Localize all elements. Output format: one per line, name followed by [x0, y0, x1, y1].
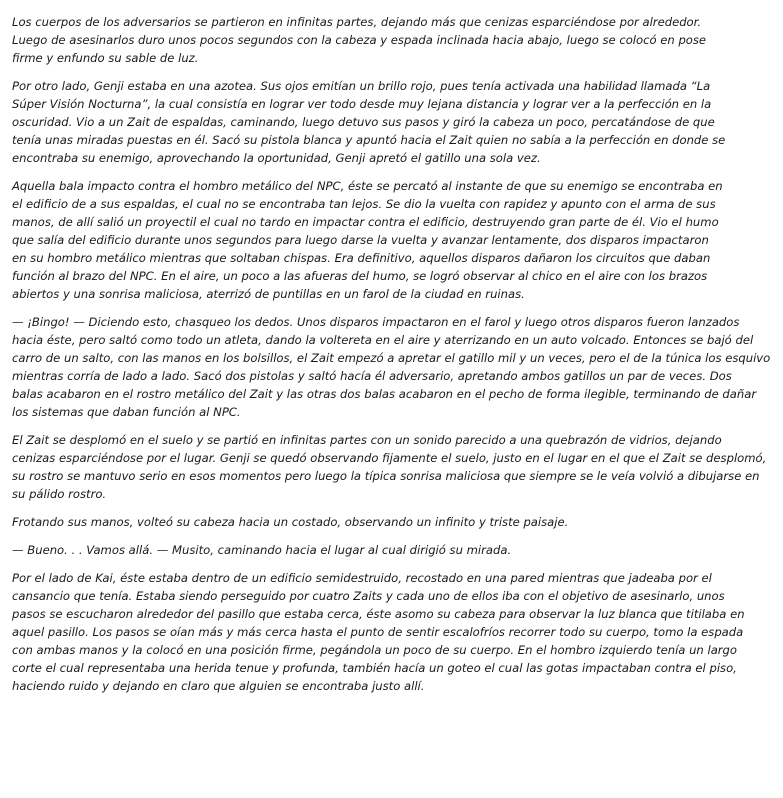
paragraph: Frotando sus manos, volteó su cabeza hacia un costado, observando un infinito y triste paisaje.	[12, 515, 569, 529]
paragraph: — Bueno. . . Vamos allá. — Musito, caminando hacia el lugar al cual dirigió su mirada.	[12, 543, 512, 557]
paragraph: — ¡Bingo! — Diciendo esto, chasqueo los dedos. Unos disparos impactaron en el farol y luego otros disparos fueron lanzados hacia éste, pero saltó como todo un atleta, dando la voltereta en el aire y aterrizando en un auto volcado. Entonces se bajó del carro de un salto, con las manos en los bolsillos, el Zait empezó a apretar el gatillo mil y un veces, pero el de la túnica los esquivo mientras corría de lado a lado. Sacó dos pistolas y saltó hacía él adversario, apretando ambos gatillos un par de veces. Dos balas acabaron en el rostro metálico del Zait y las otras dos balas acabaron en el pecho de forma ilegible, terminando de dañar los sistemas que daban función al NPC.	[12, 315, 771, 419]
document-page	[12, 13, 782, 705]
paragraph: Por otro lado, Genji estaba en una azotea. Sus ojos emitían un brillo rojo, pues tenía activada una habilidad llamada “La Súper Visión Nocturna”, la cual consistía en lograr ver todo desde muy lejana distancia y lograr ver a la perfección en la oscuridad. Vio a un Zait de espaldas, caminando, luego detuvo sus pasos y giró la cabeza un poco, percatándose de que tenía unas miradas puestas en él. Sacó su pistola blanca y apuntó hacia el Zait quien no sabía a la perfección en donde se encontraba su enemigo, aprovechando la oportunidad, Genji apretó el gatillo una sola vez.	[12, 79, 726, 165]
paragraph: El Zait se desplomó en el suelo y se partió en infinitas partes con un sonido parecido a una quebrazón de vidrios, dejando cenizas esparciéndose por el lugar. Genji se quedó observando fijamente el suelo, justo en el lugar en el que el Zait se desplomó, su rostro se mantuvo serio en esos momentos pero luego la típica sonrisa maliciosa que siempre se le veía volvió a dibujarse en su pálido rostro.	[12, 433, 767, 501]
paragraph: Por el lado de Kai, éste estaba dentro de un edificio semidestruido, recostado en una pared mientras que jadeaba por el cansancio que tenía. Estaba siendo perseguido por cuatro Zaits y cada uno de ellos iba con el objetivo de asesinarlo, unos pasos se escucharon alrededor del pasillo que estaba cerca, éste asomo su cabeza para observar la luz blanca que titilaba en aquel pasillo. Los pasos se oían más y más cerca hasta el punto de sentir escalofríos recorrer todo su cuerpo, tomo la espada con ambas manos y la colocó en una posición firme, pegándola un poco de su cuerpo. En el hombro izquierdo tenía un largo corte el cual representaba una herida tenue y profunda, también hacía un goteo el cual las gotas impactaban contra el piso, haciendo ruido y dejando en claro que alguien se encontraba justo allí.	[12, 571, 745, 693]
paragraph: Los cuerpos de los adversarios se partieron en infinitas partes, dejando más que cenizas esparciéndose por alrededor. Luego de asesinarlos duro unos pocos segundos con la cabeza y espada inclinada hacia abajo, luego se colocó en pose firme y enfundo su sable de luz.	[12, 15, 707, 65]
paragraph: Aquella bala impacto contra el hombro metálico del NPC, éste se percató al instante de que su enemigo se encontraba en el edificio de a sus espaldas, el cual no se encontraba tan lejos. Se dio la vuelta con rapidez y apunto con el arma de sus manos, de allí salió un proyectil el cual no tardo en impactar contra el edificio, destruyendo gran parte de él. Vio el humo que salía del edificio durante unos segundos para luego darse la vuelta y avanzar lentamente, dos disparos impactaron en su hombro metálico mientras que soltaban chispas. Era definitivo, aquellos disparos dañaron los circuitos que daban función al brazo del NPC. En el aire, un poco a las afueras del humo, se logró observar al chico en el aire con los brazos abiertos y una sonrisa maliciosa, aterrizó de puntillas en un farol de la ciudad en ruinas.	[12, 179, 723, 301]
